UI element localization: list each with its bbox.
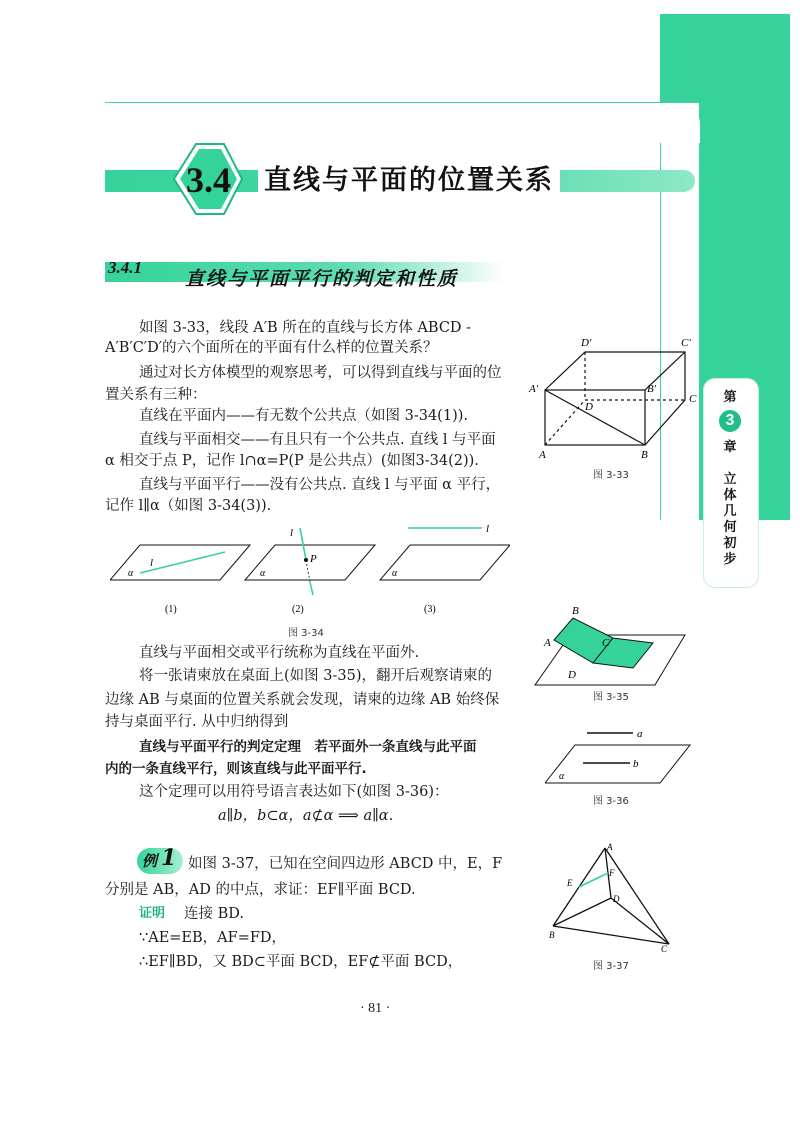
svg-text:A′: A′ (529, 383, 539, 395)
svg-text:l: l (290, 527, 294, 539)
svg-text:A: A (539, 449, 546, 461)
svg-text:E: E (567, 878, 573, 888)
chapter-title: 立 体 几 何 初 步 (723, 472, 737, 567)
svg-text:D: D (568, 669, 576, 681)
section-title: 直线与平面的位置关系 (258, 158, 560, 197)
svg-text:a: a (637, 728, 643, 740)
paragraph-line: 直线与平面相交——有且只有一个公共点. 直线 l 与平面 (139, 432, 496, 448)
proof-step: ∵AE=EB，AF=FD， (139, 930, 287, 946)
svg-text:C: C (602, 637, 610, 649)
theorem-line: 直线与平面平行的判定定理 若平面外一条直线与此平面 (139, 739, 477, 755)
theorem-note: 这个定理可以用符号语言表达如下(如图 3-36)： (139, 784, 449, 800)
svg-text:(3): (3) (424, 604, 436, 615)
svg-text:b: b (633, 758, 639, 770)
paragraph-line: 如图 3-33，线段 A′B 所在的直线与长方体 ABCD - (139, 320, 472, 336)
header-rule (105, 102, 695, 103)
caption-fig-3-34: 图 3-34 (288, 628, 324, 639)
paragraph-line: A′B′C′D′的六个面所在的平面有什么样的位置关系？ (105, 340, 438, 356)
svg-text:l: l (150, 557, 154, 569)
figure-3-36 (545, 725, 695, 790)
caption-fig-3-35: 图 3-35 (593, 692, 629, 703)
svg-text:α: α (128, 568, 134, 579)
example-line: 分别是 AB，AD 的中点，求证：EF∥平面 BCD. (105, 882, 416, 898)
svg-text:F: F (609, 868, 615, 878)
paragraph-line: 置关系有三种： (105, 387, 207, 403)
figure-3-37 (545, 840, 675, 955)
section-number-badge (160, 140, 246, 218)
figure-3-35 (530, 600, 690, 690)
svg-text:C′: C′ (681, 337, 691, 349)
svg-text:A: A (544, 637, 551, 649)
paragraph-line: 持与桌面平行. 从中归纳得到 (105, 714, 289, 730)
paragraph-line: 边缘 AB 与桌面的位置关系就会发现，请柬的边缘 AB 始终保 (105, 692, 500, 708)
example-label: 例 (142, 852, 158, 870)
svg-text:α: α (392, 568, 398, 579)
example-number: 1 (161, 845, 177, 871)
section-number: 3.4 (186, 160, 231, 200)
paragraph-line: 通过对长方体模型的观察思考，可以得到直线与平面的位 (139, 365, 502, 381)
chapter-prefix: 第 (723, 390, 737, 405)
svg-text:B: B (572, 605, 579, 617)
subsection-title: 直线与平面平行的判定和性质 (185, 268, 459, 290)
paragraph-line: 将一张请柬放在桌面上(如图 3-35)，翻开后观察请柬的 (139, 668, 492, 684)
svg-text:(1): (1) (165, 604, 177, 615)
svg-text:D: D (613, 894, 620, 904)
subsection-number: 3.4.1 (108, 258, 142, 277)
svg-text:D′: D′ (581, 337, 592, 349)
proof-step: ∴EF∥BD，又 BD⊂平面 BCD，EF⊄平面 BCD， (139, 954, 463, 970)
svg-text:A: A (607, 842, 613, 852)
svg-text:B: B (641, 449, 648, 461)
svg-text:C: C (661, 944, 668, 954)
paragraph-line: 直线在平面内——有无数个公共点（如图 3-34(1)). (139, 408, 468, 424)
paragraph-line: 直线与平面相交或平行统称为直线在平面外. (139, 645, 420, 661)
proof-label: 证明 (139, 906, 166, 921)
caption-fig-3-37: 图 3-37 (593, 961, 629, 972)
formula: a∥b，b⊂α，a⊄α ⟹ a∥α. (218, 808, 394, 824)
caption-fig-3-33: 图 3-33 (593, 470, 629, 481)
chapter-number: 3 (719, 410, 741, 432)
svg-text:α: α (260, 568, 266, 579)
chapter-suffix: 章 (723, 440, 737, 455)
caption-fig-3-36: 图 3-36 (593, 796, 629, 807)
paragraph-line: 直线与平面平行——没有公共点. 直线 l 与平面 α 平行， (139, 477, 501, 493)
svg-text:P: P (310, 553, 317, 565)
svg-text:l: l (486, 523, 490, 535)
svg-text:B: B (549, 930, 555, 940)
svg-text:α: α (559, 771, 565, 782)
svg-text:C: C (689, 393, 697, 405)
svg-text:D: D (585, 401, 593, 413)
paragraph-line: α 相交于点 P，记作 l∩α=P(P 是公共点）(如图3-34(2)). (105, 453, 479, 469)
example-line: 如图 3-37，已知在空间四边形 ABCD 中，E，F (188, 856, 503, 872)
theorem-line: 内的一条直线平行，则该直线与此平面平行. (105, 761, 367, 777)
figure-3-33 (525, 330, 700, 470)
svg-text:B′: B′ (647, 383, 657, 395)
page-number: · 81 · (360, 1001, 391, 1016)
svg-text:(2): (2) (292, 604, 304, 615)
paragraph-line: 记作 l∥α（如图 3-34(3)). (105, 498, 272, 514)
proof-text: 连接 BD. (184, 906, 244, 922)
